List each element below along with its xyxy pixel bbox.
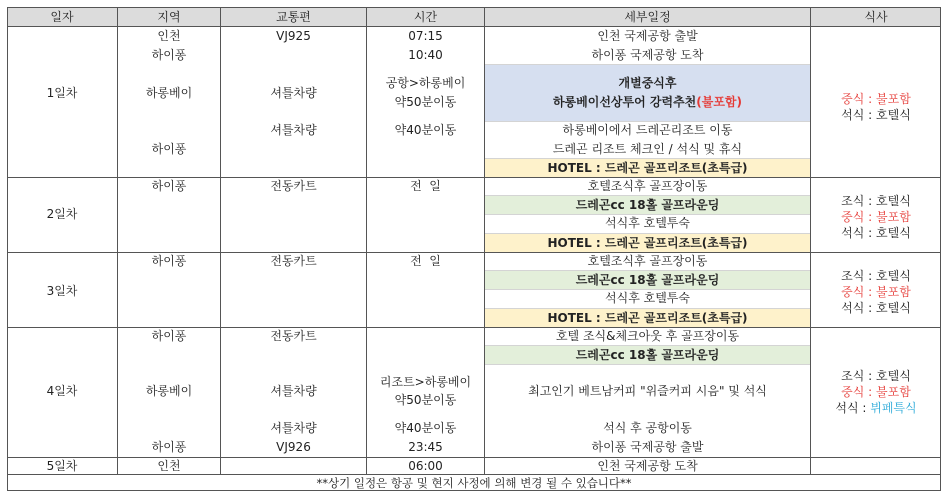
day2-time: 전 일 <box>410 179 441 193</box>
day4-detail-2: 최고인기 베트남커피 "위즐커피 시음" 및 석식 <box>528 384 767 398</box>
day3-meals <box>811 265 941 319</box>
day3-meal-dinner: 석식 : 호텔식 <box>841 301 911 315</box>
col-divider <box>366 7 367 475</box>
day1-region-4: 하이퐁 <box>151 142 187 156</box>
day2-hotel: HOTEL : 드레곤 골프리조트(초특급) <box>547 235 748 250</box>
row-line <box>485 214 810 215</box>
day1-region-2: 하이퐁 <box>151 48 187 62</box>
day5-region: 인천 <box>157 459 181 473</box>
header-time: 시간 <box>367 7 484 26</box>
day2-region: 하이퐁 <box>151 179 187 193</box>
row-line <box>485 289 810 290</box>
day1-cruise-excluded: (불포함) <box>696 95 743 109</box>
border-top <box>7 7 941 8</box>
day4-time-duration-2: 약40분이동 <box>394 421 457 435</box>
day1-cruise-text: 하롱베이선상투어 강력추천 <box>552 95 697 109</box>
day1-tour-highlight <box>485 65 810 121</box>
row-line <box>485 195 810 196</box>
day4-region-1: 하이퐁 <box>151 329 187 343</box>
day4-meal-dinner <box>835 400 916 416</box>
day4-time-route: 리조트>하롱베이 <box>379 375 472 389</box>
day1-label: 1일차 <box>46 86 78 100</box>
day4-meal-breakfast: 조식 : 호텔식 <box>841 369 911 383</box>
day4-meals <box>811 365 941 419</box>
day3-golf: 드레곤cc 18홀 골프라운딩 <box>575 273 720 287</box>
row-line <box>485 121 810 122</box>
day4-time-duration-1: 약50분이동 <box>394 393 457 407</box>
header-detail: 세부일정 <box>485 7 810 26</box>
header-meal: 식사 <box>811 7 941 26</box>
day3-meal-breakfast: 조식 : 호텔식 <box>841 269 911 283</box>
day1-time-duration-1: 약50분이동 <box>394 95 457 109</box>
row-line <box>485 64 810 65</box>
col-divider <box>117 7 118 475</box>
row-line <box>485 233 810 234</box>
row-line <box>485 364 810 365</box>
row-line <box>485 158 810 159</box>
day1-meal-lunch: 중식 : 불포함 <box>841 92 911 106</box>
day3-label: 3일차 <box>46 284 78 298</box>
day1-shuttle-2: 셔틀차량 <box>270 123 317 137</box>
day2-meal-lunch: 중식 : 불포함 <box>841 210 911 224</box>
day3-region: 하이퐁 <box>151 254 187 268</box>
day2-golf: 드레곤cc 18홀 골프라운딩 <box>575 198 720 212</box>
col-divider <box>484 7 485 475</box>
row-line <box>485 345 810 346</box>
day2-meals <box>811 190 941 244</box>
header-bottom-line <box>7 26 941 27</box>
day3-hotel: HOTEL : 드레곤 골프리조트(초특급) <box>547 310 748 325</box>
day5-detail: 인천 국제공항 도착 <box>597 459 698 473</box>
day3-meal-lunch: 중식 : 불포함 <box>841 285 911 299</box>
day1-flight: VJ925 <box>276 29 311 43</box>
col-divider <box>220 7 221 475</box>
day4-detail-3: 석식 후 공항이동 <box>603 421 692 435</box>
day4-detail-4: 하이퐁 국제공항 출발 <box>591 440 704 454</box>
day1-cruise-recommend <box>485 94 810 110</box>
day1-meals <box>811 85 941 129</box>
day1-region-1: 인천 <box>157 29 181 43</box>
day4-region-3: 하이퐁 <box>151 440 187 454</box>
header-date: 일자 <box>7 7 117 26</box>
row-line <box>485 270 810 271</box>
day1-time-depart: 07:15 <box>408 29 443 43</box>
day1-bottom-line <box>7 177 941 178</box>
day1-meal-dinner: 석식 : 호텔식 <box>841 108 911 122</box>
day2-label: 2일차 <box>46 207 78 221</box>
day1-shuttle-1: 셔틀차량 <box>270 86 317 100</box>
itinerary-table <box>7 7 941 491</box>
day2-transport: 전동카트 <box>270 179 317 193</box>
day5-label: 5일차 <box>46 459 78 473</box>
day4-bottom-line <box>7 457 941 458</box>
day4-flight: VJ926 <box>276 440 311 454</box>
col-divider <box>810 7 811 475</box>
day2-bottom-line <box>7 252 941 253</box>
day3-transport: 전동카트 <box>270 254 317 268</box>
day4-meal-dinner-label: 석식 : <box>835 401 871 415</box>
day1-detail-1: 인천 국제공항 출발 <box>597 29 698 43</box>
day4-cart: 전동카트 <box>270 329 317 343</box>
day4-golf: 드레곤cc 18홀 골프라운딩 <box>575 348 720 362</box>
day5-time: 06:00 <box>408 459 443 473</box>
day4-label: 4일차 <box>46 384 78 398</box>
day3-detail-2: 석식후 호텔투숙 <box>605 291 690 305</box>
day1-detail-2: 하이퐁 국제공항 도착 <box>591 48 704 62</box>
day2-detail-2: 석식후 호텔투숙 <box>605 216 690 230</box>
header-transport: 교통편 <box>221 7 366 26</box>
day1-time-route: 공항>하롱베이 <box>385 76 466 90</box>
border-bottom <box>7 490 941 491</box>
day5-bottom-line <box>7 474 941 475</box>
day4-shuttle-2: 셔틀차량 <box>270 421 317 435</box>
day1-lunch-note: 개별중식후 <box>618 76 677 90</box>
day1-hotel: HOTEL : 드레곤 골프리조트(초특급) <box>547 160 748 175</box>
header-region: 지역 <box>118 7 220 26</box>
footer-notice: **상기 일정은 항공 및 현지 사정에 의해 변경 될 수 있습니다** <box>316 476 632 490</box>
day1-detail-3: 하롱베이에서 드레곤리조트 이동 <box>562 123 733 137</box>
day3-bottom-line <box>7 327 941 328</box>
border-right <box>940 7 941 491</box>
day4-meal-dinner-value: 뷔페특식 <box>870 401 917 415</box>
border-left <box>7 7 8 491</box>
day1-time-arrive: 10:40 <box>408 48 443 62</box>
row-line <box>485 308 810 309</box>
day2-detail-1: 호텔조식후 골프장이동 <box>587 179 708 193</box>
day3-time: 전 일 <box>410 254 441 268</box>
day1-detail-4: 드레곤 리조트 체크인 / 석식 및 휴식 <box>552 142 743 156</box>
day3-detail-1: 호텔조식후 골프장이동 <box>587 254 708 268</box>
day4-shuttle-1: 셔틀차량 <box>270 384 317 398</box>
day2-meal-dinner: 석식 : 호텔식 <box>841 226 911 240</box>
day4-detail-1: 호텔 조식&체크아웃 후 골프장이동 <box>555 329 740 343</box>
day1-region-3: 하롱베이 <box>145 86 193 100</box>
day4-region-2: 하롱베이 <box>145 384 193 398</box>
day2-meal-breakfast: 조식 : 호텔식 <box>841 194 911 208</box>
day1-time-duration-2: 약40분이동 <box>394 123 457 137</box>
day4-meal-lunch: 중식 : 불포함 <box>841 385 911 399</box>
day4-time-depart: 23:45 <box>408 440 443 454</box>
